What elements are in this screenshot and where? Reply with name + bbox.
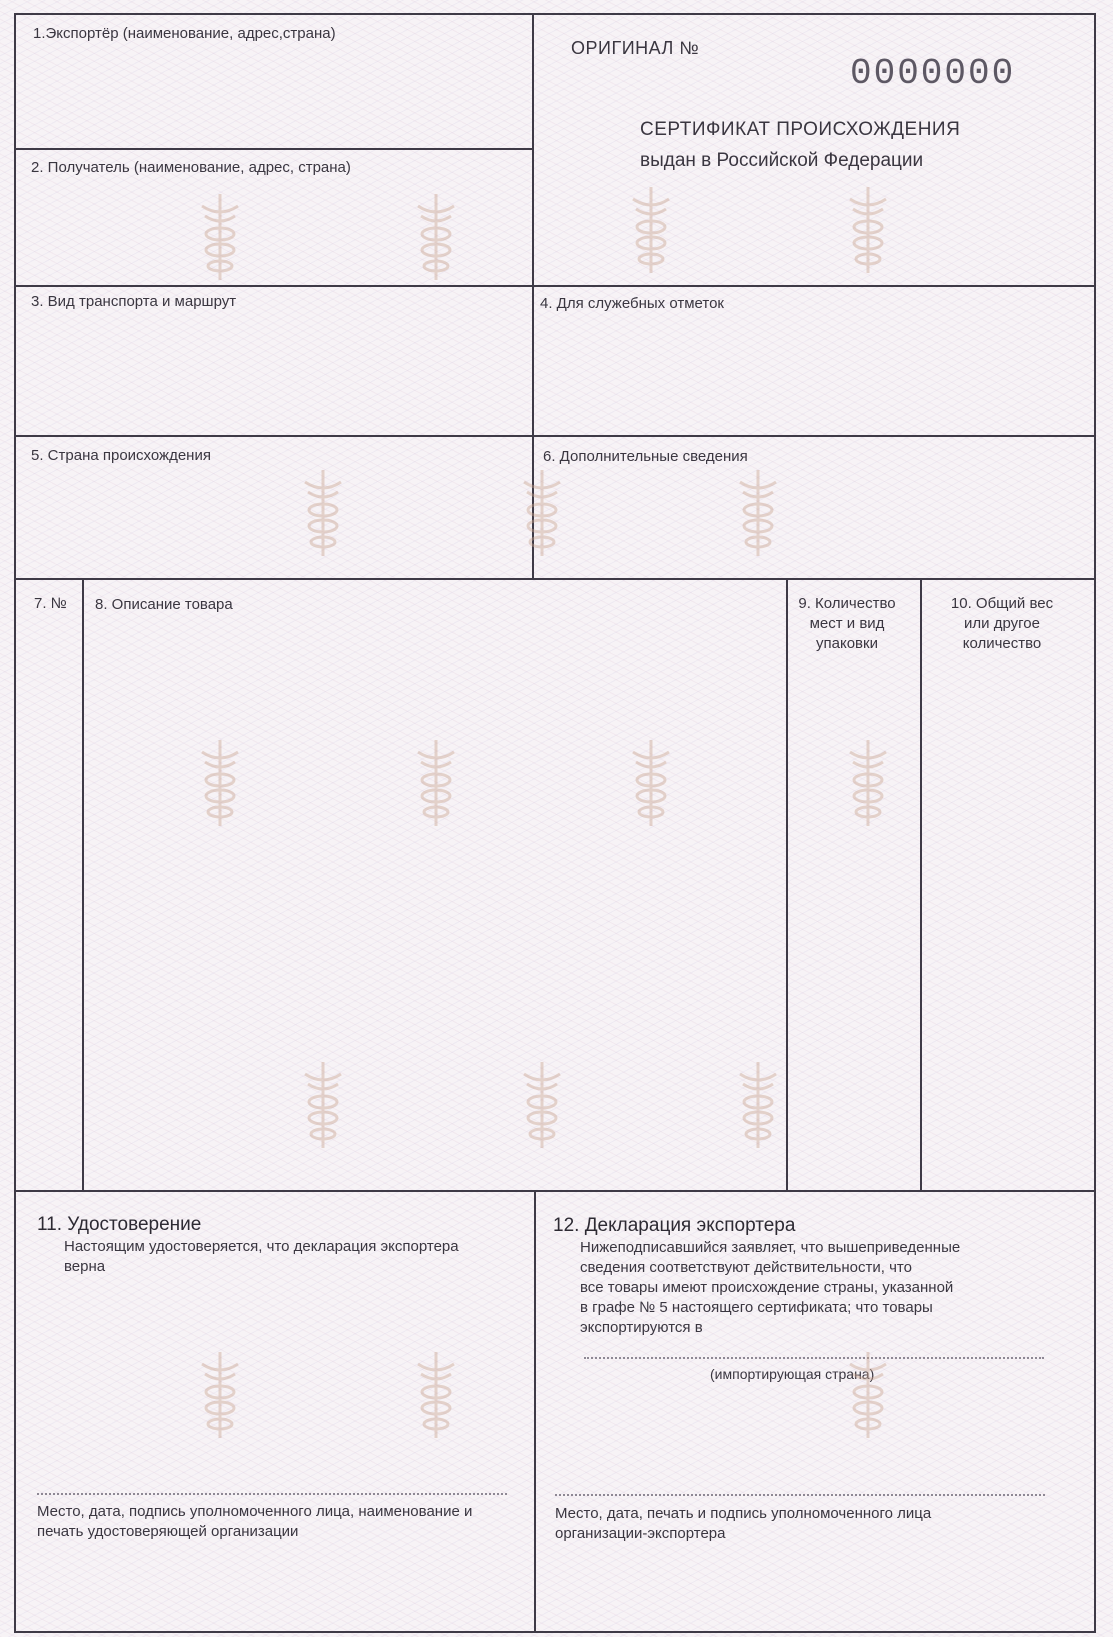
certification-footer [37,1502,472,1542]
certification-title: 11. Удостоверение [37,1214,202,1235]
caduceus-watermark-icon [519,468,565,558]
caduceus-watermark-icon [628,185,674,275]
caduceus-watermark-icon [519,1060,565,1150]
caduceus-watermark-icon [735,468,781,558]
box-10-line-1: 10. Общий вес [950,595,1054,612]
importing-country-caption: (импортирующая страна) [710,1366,875,1382]
original-label: ОРИГИНАЛ № [571,38,700,58]
declaration-footer-line-2: организации-экспортера [555,1525,726,1542]
box-7-number-label: 7. № [34,595,67,612]
box-9-line-3: упаковки [816,635,878,652]
box-9-line-2: мест и вид [809,615,885,632]
caduceus-watermark-icon [628,738,674,828]
caduceus-watermark-icon [845,1350,891,1440]
caduceus-watermark-icon [413,738,459,828]
box-2-consignee-label: 2. Получатель (наименование, адрес, страна) [31,159,351,176]
box-1-exporter-label: 1.Экспортёр (наименование, адрес,страна) [33,25,336,42]
caduceus-watermark-icon [300,468,346,558]
certification-footer-line-1: Место, дата, подпись уполномоченного лица, наименование и [37,1503,473,1520]
caduceus-watermark-icon [413,192,459,282]
declaration-text [580,1238,960,1338]
caduceus-watermark-icon [197,738,243,828]
certification-text [64,1237,459,1277]
declaration-title: 12. Декларация экспортера [553,1215,796,1236]
certificate-subtitle: выдан в Российской Федерации [640,150,924,171]
certification-text-line-2: верна [64,1258,106,1275]
importing-country-line [584,1357,1044,1359]
box-9-line-1: 9. Количество [798,595,896,612]
declaration-signature-line [555,1494,1045,1496]
certification-text-line-1: Настоящим удостоверяется, что декларация экспортера [64,1238,459,1255]
declaration-footer [555,1504,931,1544]
certification-signature-line [37,1493,507,1495]
certification-footer-line-2: печать удостоверяющей организации [37,1523,299,1540]
box-5-country-of-origin-label: 5. Страна происхождения [31,447,211,464]
caduceus-watermark-icon [735,1060,781,1150]
declaration-text-line-3: все товары имеют происхождение страны, указанной [580,1279,954,1296]
declaration-text-line-1: Нижеподписавшийся заявляет, что вышеприведенные [580,1239,961,1256]
declaration-text-line-2: сведения соответствуют действительности, что [580,1259,912,1276]
certificate-form [14,13,1096,1633]
caduceus-watermark-icon [300,1060,346,1150]
box-10-weight-label [922,594,1082,654]
certificate-title: СЕРТИФИКАТ ПРОИСХОЖДЕНИЯ [640,119,961,140]
caduceus-watermark-icon [413,1350,459,1440]
box-9-packages-label [788,594,906,654]
caduceus-watermark-icon [845,738,891,828]
box-3-transport-label: 3. Вид транспорта и маршрут [31,293,237,310]
box-8-goods-description-label: 8. Описание товара [95,596,233,613]
declaration-text-line-4: в графе № 5 настоящего сертификата; что товары [580,1299,933,1316]
caduceus-watermark-icon [845,185,891,275]
declaration-footer-line-1: Место, дата, печать и подпись уполномоченного лица [555,1505,932,1522]
box-10-line-2: или другое [964,615,1040,632]
declaration-text-line-5: экспортируются в [580,1319,703,1336]
caduceus-watermark-icon [197,1350,243,1440]
box-4-official-use-label: 4. Для служебных отметок [540,295,724,312]
box-6-additional-info-label: 6. Дополнительные сведения [543,448,748,465]
certificate-number: 0000000 [850,53,1016,94]
caduceus-watermark-icon [197,192,243,282]
box-10-line-3: количество [962,635,1042,652]
